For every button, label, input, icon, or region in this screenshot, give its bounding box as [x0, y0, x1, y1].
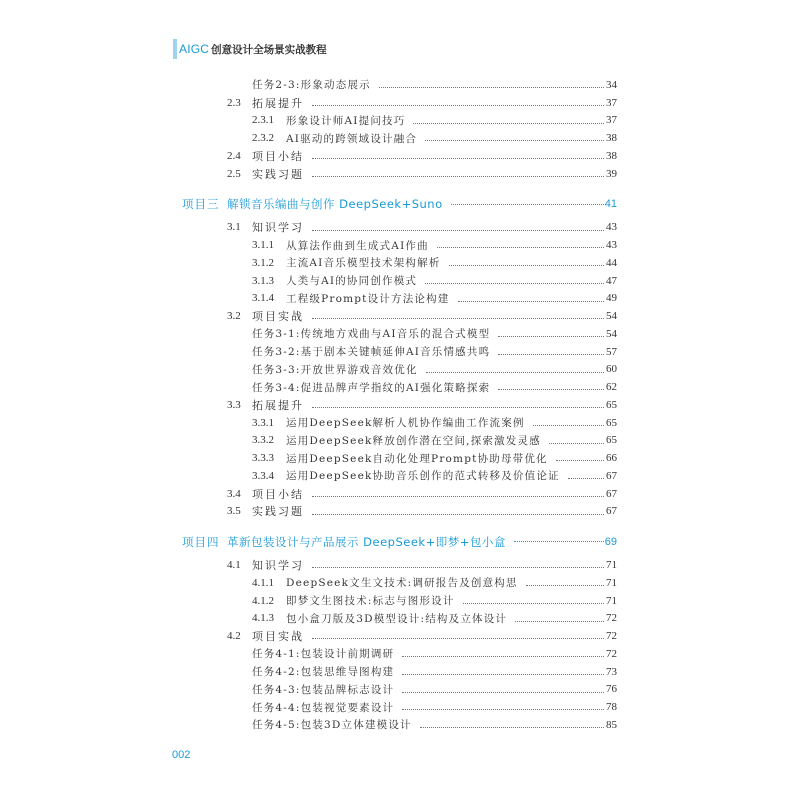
- entry-number: 3.3.4: [252, 469, 274, 482]
- entry-title: 任务4-1:包装设计前期调研: [252, 648, 395, 661]
- dot-leader: [568, 478, 604, 479]
- entry-title: 包小盒刀版及3D模型设计:结构及立体设计: [286, 612, 508, 625]
- entry-number: 3.1.3: [252, 274, 274, 287]
- entry-number: 3.1: [227, 221, 241, 234]
- toc-entry: [0, 94, 800, 112]
- dot-leader: [533, 425, 604, 426]
- entry-page: 39: [606, 167, 617, 180]
- dot-leader: [449, 265, 604, 266]
- entry-page: 38: [606, 149, 617, 162]
- entry-title: 拓展提升: [252, 96, 304, 110]
- entry-number: 4.1.1: [252, 576, 274, 589]
- book-title: 创意设计全场景实战教程: [211, 43, 327, 56]
- dot-leader: [402, 709, 604, 710]
- dot-leader: [312, 158, 604, 159]
- entry-number: 2.3: [227, 96, 241, 109]
- toc-entry: [0, 325, 800, 343]
- dot-leader: [425, 283, 604, 284]
- dot-leader: [526, 585, 604, 586]
- entry-number: 4.1.2: [252, 594, 274, 607]
- dot-leader: [515, 621, 604, 622]
- dot-leader: [312, 318, 604, 319]
- dot-leader: [402, 656, 604, 657]
- toc-entry: [0, 627, 800, 645]
- dot-leader: [426, 372, 604, 373]
- entry-title: 形象设计师AI提问技巧: [286, 114, 406, 127]
- entry-page: 66: [606, 452, 617, 465]
- entry-number: 3.1.2: [252, 256, 274, 269]
- toc-entry: [0, 503, 800, 521]
- entry-page: 71: [606, 576, 617, 589]
- entry-title: 知识学习: [252, 559, 304, 573]
- entry-title: 解锁音乐编曲与创作 DeepSeek+Suno: [227, 197, 443, 211]
- dot-leader: [402, 674, 604, 675]
- dot-leader: [379, 87, 604, 88]
- entry-title: 项目实战: [252, 310, 304, 324]
- entry-title: 任务4-5:包装3D立体建模设计: [252, 719, 412, 732]
- entry-page: 57: [606, 345, 617, 358]
- entry-number: 3.3.2: [252, 434, 274, 447]
- table-of-contents: [0, 76, 800, 734]
- toc-entry: [0, 645, 800, 663]
- toc-entry: [0, 219, 800, 237]
- entry-number: 4.1: [227, 559, 241, 572]
- toc-entry: [0, 449, 800, 467]
- dot-leader: [312, 638, 604, 639]
- toc-chapter: [0, 527, 800, 556]
- entry-number: 3.3.1: [252, 416, 274, 429]
- dot-leader: [312, 514, 604, 515]
- logo-bar: [173, 39, 177, 59]
- toc-entry: [0, 129, 800, 147]
- dot-leader: [498, 389, 604, 390]
- entry-page: 54: [606, 327, 617, 340]
- toc-entry: [0, 290, 800, 308]
- dot-leader: [402, 692, 604, 693]
- entry-page: 65: [606, 416, 617, 429]
- entry-page: 37: [606, 96, 617, 109]
- entry-page: 60: [606, 363, 617, 376]
- dot-leader: [312, 567, 604, 568]
- entry-title: 工程级Prompt设计方法论构建: [286, 292, 450, 305]
- logo-text: AIGC: [179, 42, 210, 56]
- entry-page: 67: [606, 505, 617, 518]
- entry-page: 76: [606, 683, 617, 696]
- toc-entry: [0, 432, 800, 450]
- entry-number: 3.2: [227, 310, 241, 323]
- entry-number: 3.5: [227, 505, 241, 518]
- entry-number: 2.3.2: [252, 132, 274, 145]
- entry-title: 主流AI音乐模型技术架构解析: [286, 257, 441, 270]
- entry-number: 项目三: [182, 197, 220, 211]
- entry-page: 73: [606, 665, 617, 678]
- entry-title: 即梦文生图技术:标志与图形设计: [286, 595, 455, 608]
- entry-number: 项目四: [182, 534, 220, 549]
- entry-title: 运用DeepSeek自动化处理Prompt协助母带优化: [286, 452, 548, 465]
- toc-entry: [0, 361, 800, 379]
- entry-title: 拓展提升: [252, 398, 304, 412]
- dot-leader: [556, 460, 604, 461]
- page-number: 002: [172, 749, 191, 761]
- entry-page: 44: [606, 256, 617, 269]
- entry-page: 43: [606, 221, 617, 234]
- dot-leader: [312, 230, 604, 231]
- dot-leader: [498, 354, 604, 355]
- entry-page: 65: [606, 434, 617, 447]
- toc-entry: [0, 396, 800, 414]
- entry-title: 实践习题: [252, 167, 304, 181]
- toc-entry: [0, 414, 800, 432]
- entry-page: 34: [606, 78, 617, 91]
- toc-entry: [0, 112, 800, 130]
- entry-title: 任务4-3:包装品牌标志设计: [252, 683, 395, 696]
- toc-entry: [0, 165, 800, 183]
- entry-title: 从算法作曲到生成式AI作曲: [286, 239, 429, 252]
- toc-entry: [0, 378, 800, 396]
- toc-entry: [0, 254, 800, 272]
- entry-page: 71: [606, 594, 617, 607]
- entry-page: 71: [606, 559, 617, 572]
- dot-leader: [549, 443, 604, 444]
- entry-number: 3.1.1: [252, 239, 274, 252]
- toc-entry: [0, 307, 800, 325]
- entry-title: 项目实战: [252, 630, 304, 644]
- entry-number: 3.4: [227, 487, 241, 500]
- toc-entry: [0, 610, 800, 628]
- entry-page: 72: [606, 630, 617, 643]
- entry-title: 任务3-2:基于剧本关键帧延伸AI音乐情感共鸣: [252, 346, 491, 359]
- entry-title: 任务3-3:开放世界游戏音效优化: [252, 363, 418, 376]
- toc-entry: [0, 76, 800, 94]
- entry-page: 47: [606, 274, 617, 287]
- entry-page: 78: [606, 701, 617, 714]
- entry-page: 49: [606, 292, 617, 305]
- entry-title: 项目小结: [252, 487, 304, 501]
- toc-entry: [0, 592, 800, 610]
- entry-number: 4.2: [227, 630, 241, 643]
- toc-entry: [0, 343, 800, 361]
- entry-title: 实践习题: [252, 505, 304, 519]
- entry-page: 37: [606, 114, 617, 127]
- entry-title: AI驱动的跨领域设计融合: [286, 132, 418, 145]
- entry-title: 人类与AI的协同创作模式: [286, 275, 418, 288]
- entry-page: 62: [606, 381, 617, 394]
- dot-leader: [312, 105, 604, 106]
- entry-title: DeepSeek文生文技术:调研报告及创意构思: [286, 577, 518, 590]
- toc-entry: [0, 556, 800, 574]
- entry-number: 2.4: [227, 149, 241, 162]
- entry-title: 运用DeepSeek释放创作潜在空间,探索激发灵感: [286, 434, 541, 447]
- toc-entry: [0, 574, 800, 592]
- dot-leader: [312, 407, 604, 408]
- toc-entry: [0, 663, 800, 681]
- entry-title: 任务2-3:形象动态展示: [252, 79, 371, 92]
- entry-page: 41: [604, 198, 617, 210]
- entry-title: 任务4-4:包装视觉要素设计: [252, 701, 395, 714]
- toc-entry: [0, 236, 800, 254]
- toc-entry: [0, 698, 800, 716]
- entry-title: 任务3-1:传统地方戏曲与AI音乐的混合式模型: [252, 328, 491, 341]
- entry-number: 3.3.3: [252, 452, 274, 465]
- entry-title: 任务4-2:包装思维导图构建: [252, 666, 395, 679]
- entry-page: 67: [606, 487, 617, 500]
- entry-title: 革新包装设计与产品展示 DeepSeek+即梦+包小盒: [227, 534, 506, 549]
- entry-number: 3.1.4: [252, 292, 274, 305]
- dot-leader: [413, 123, 604, 124]
- dot-leader: [451, 204, 604, 205]
- entry-title: 项目小结: [252, 149, 304, 163]
- entry-number: 2.5: [227, 167, 241, 180]
- entry-title: 知识学习: [252, 221, 304, 235]
- dot-leader: [498, 336, 604, 337]
- entry-number: 4.1.3: [252, 612, 274, 625]
- toc-entry: [0, 485, 800, 503]
- entry-page: 43: [606, 239, 617, 252]
- dot-leader: [312, 176, 604, 177]
- entry-page: 72: [606, 647, 617, 660]
- entry-page: 65: [606, 398, 617, 411]
- dot-leader: [420, 727, 604, 728]
- dot-leader: [514, 541, 604, 542]
- dot-leader: [458, 301, 604, 302]
- entry-page: 67: [606, 469, 617, 482]
- running-header: [173, 38, 327, 60]
- entry-page: 38: [606, 132, 617, 145]
- entry-page: 72: [606, 612, 617, 625]
- entry-number: 2.3.1: [252, 114, 274, 127]
- dot-leader: [425, 140, 604, 141]
- entry-page: 85: [606, 718, 617, 731]
- toc-entry: [0, 147, 800, 165]
- dot-leader: [312, 496, 604, 497]
- entry-page: 54: [606, 310, 617, 323]
- book-logo: [173, 39, 209, 59]
- toc-chapter: [0, 190, 800, 219]
- entry-page: 69: [604, 535, 617, 548]
- dot-leader: [463, 603, 604, 604]
- toc-entry: [0, 272, 800, 290]
- entry-title: 运用DeepSeek解析人机协作编曲工作流案例: [286, 417, 525, 430]
- toc-entry: [0, 467, 800, 485]
- toc-entry: [0, 716, 800, 734]
- toc-entry: [0, 681, 800, 699]
- entry-title: 运用DeepSeek协助音乐创作的范式转移及价值论证: [286, 470, 560, 483]
- entry-number: 3.3: [227, 398, 241, 411]
- entry-title: 任务3-4:促进品牌声学指纹的AI强化策略探索: [252, 381, 491, 394]
- dot-leader: [437, 247, 604, 248]
